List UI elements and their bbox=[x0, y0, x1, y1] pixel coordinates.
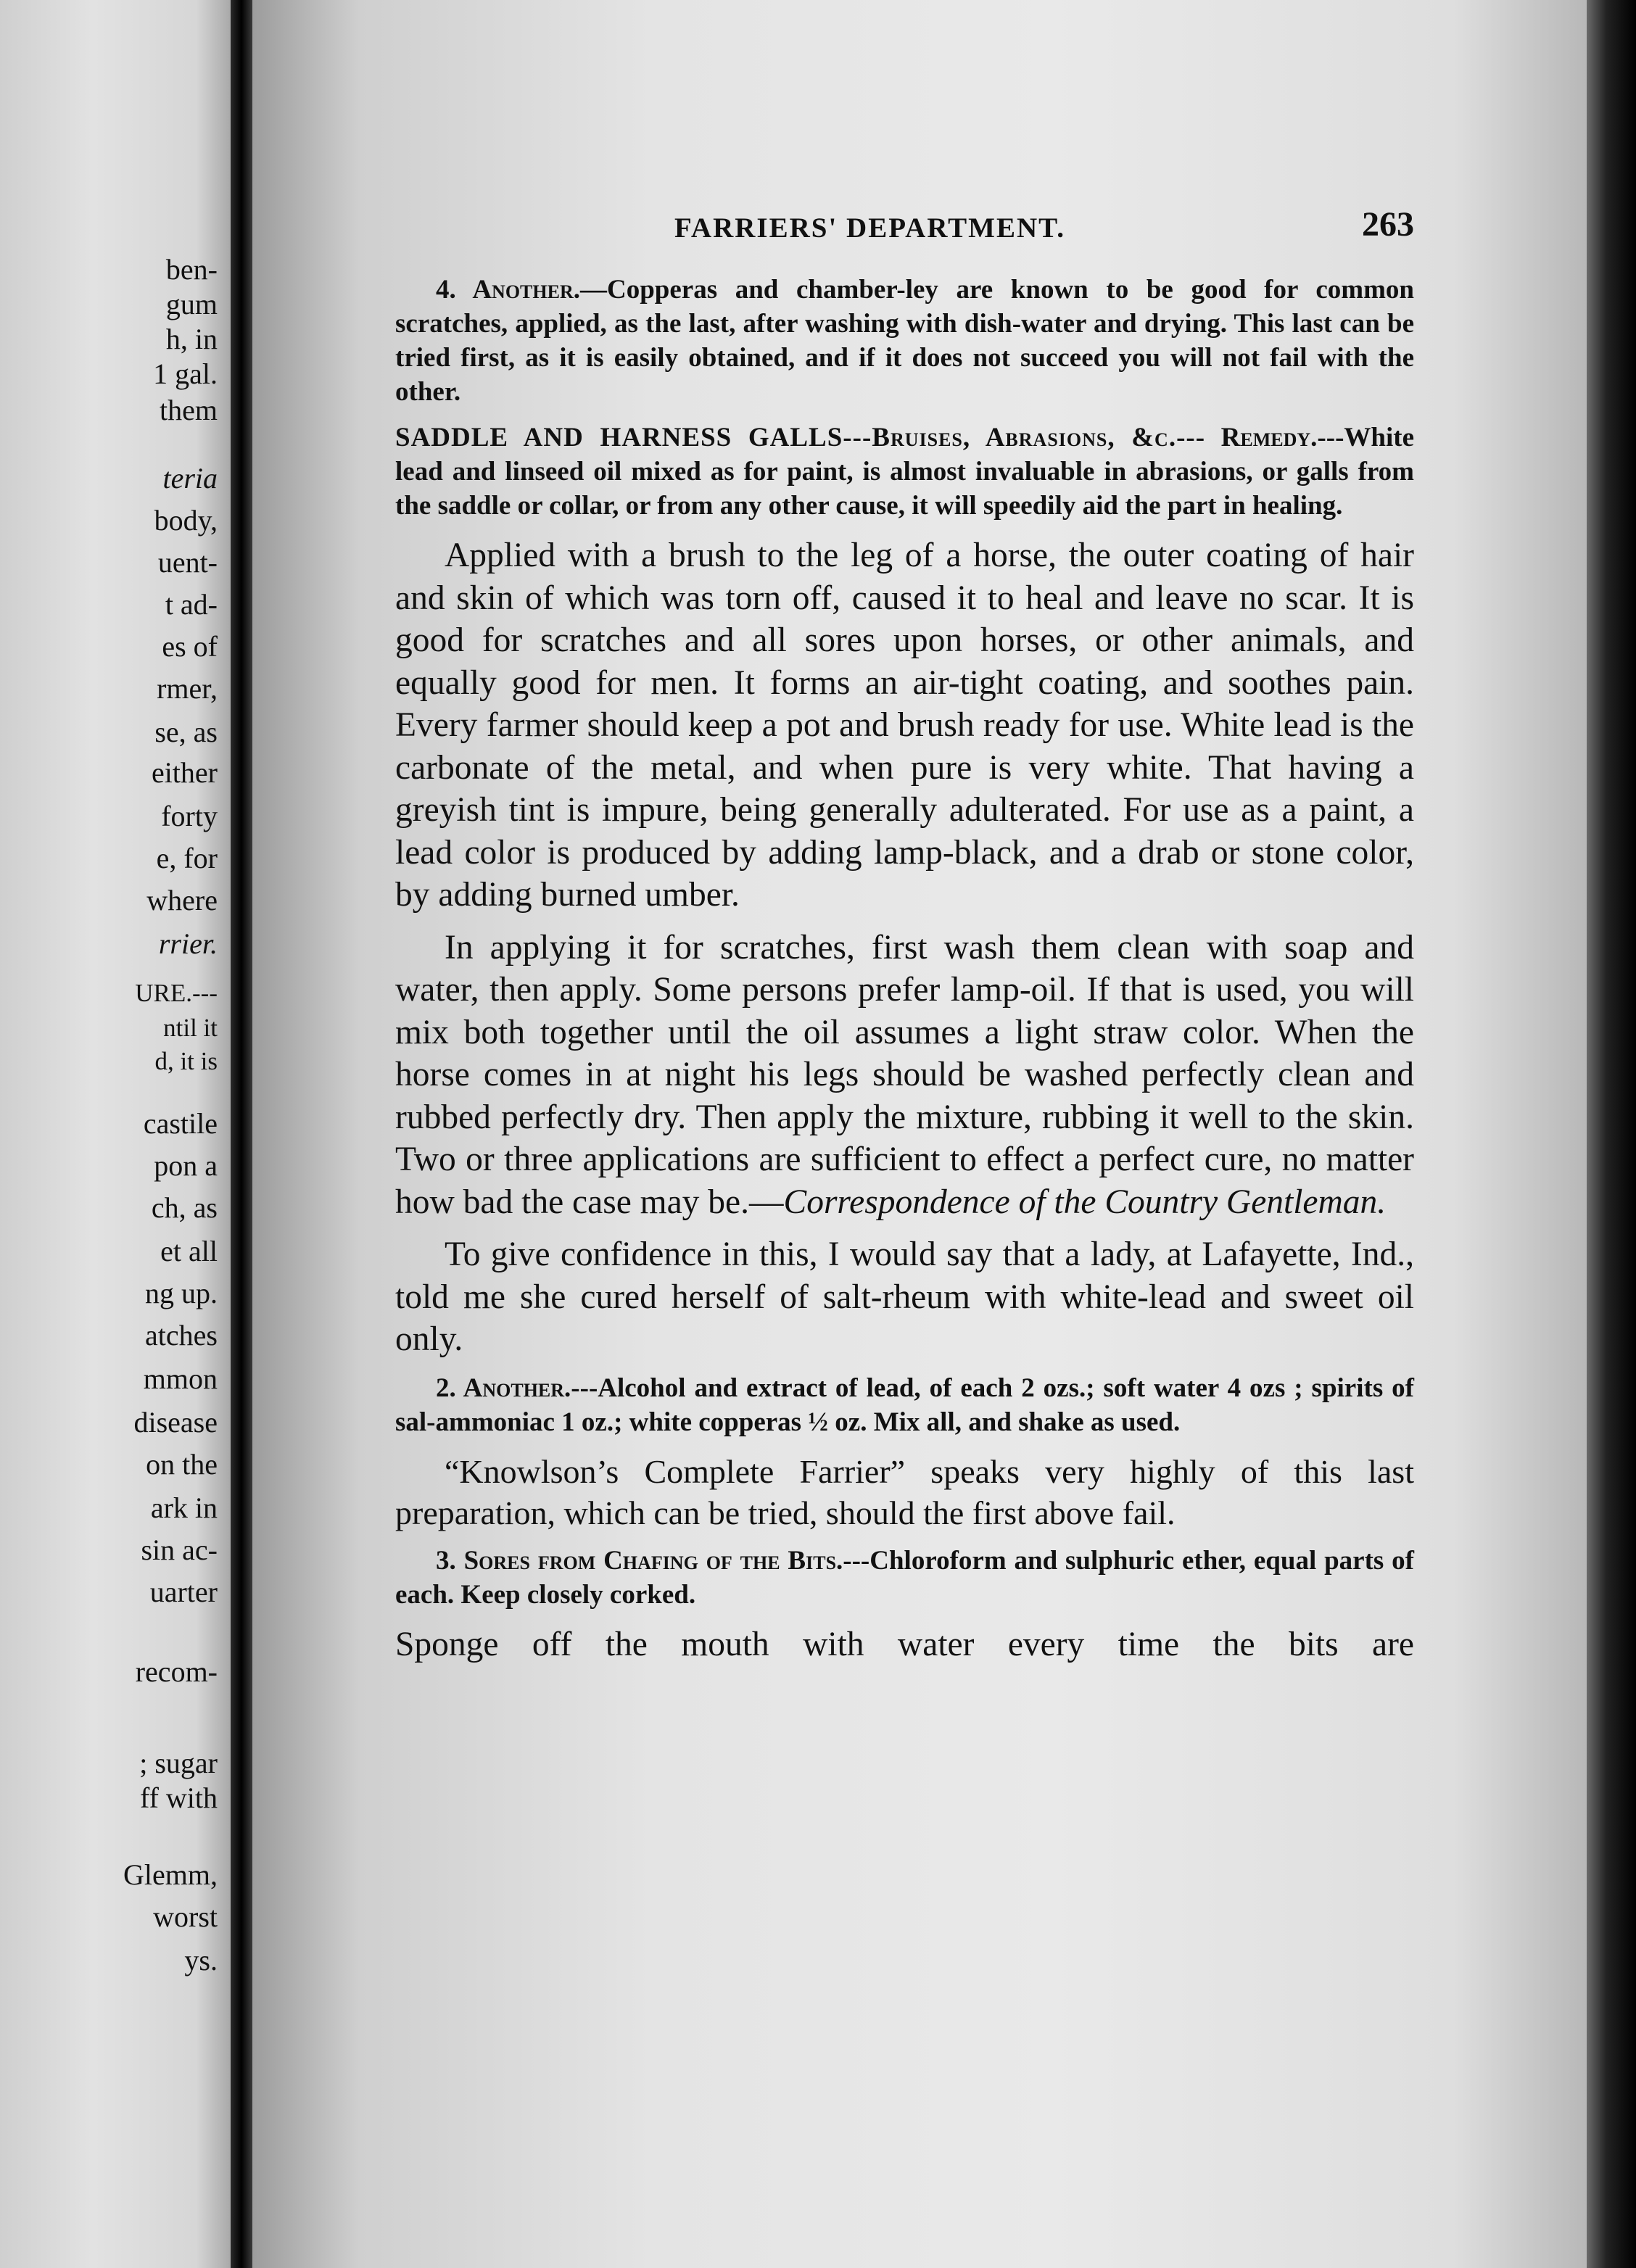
recipe-label: 4. Another. bbox=[436, 275, 580, 305]
page-edge-shadow bbox=[1587, 0, 1636, 2268]
left-page-fragment: disease bbox=[133, 1406, 218, 1439]
left-page-fragment: se, as bbox=[154, 716, 218, 748]
left-page-fragment: e, for bbox=[156, 842, 218, 874]
previous-page-edge bbox=[0, 0, 231, 2268]
left-page-fragment: ff with bbox=[139, 1781, 218, 1814]
recipe-label: 2. Another. bbox=[436, 1373, 571, 1403]
left-page-fragment: h, in bbox=[165, 323, 218, 355]
left-page-fragment: body, bbox=[154, 504, 218, 537]
left-page-fragment: where bbox=[146, 884, 218, 916]
left-page-fragment: ys. bbox=[184, 1944, 218, 1977]
page-header bbox=[395, 204, 1414, 255]
recipe-text: —Copperas and chamber-ley are known to be good for common scratches, applied, as the last, after washing with dish-water and drying. This last can be tried first, as it is easily obtained, and if it does not succeed you will not fail with the other. bbox=[395, 275, 1414, 407]
left-page-fragment: pon a bbox=[154, 1149, 218, 1182]
recipe-label: 3. Sores from Chafing of the Bits. bbox=[436, 1545, 843, 1576]
page-number: 263 bbox=[1362, 205, 1414, 244]
left-page-fragment: forty bbox=[161, 800, 218, 832]
left-page-fragment: teria bbox=[162, 462, 218, 494]
left-page-fragment: them bbox=[160, 394, 218, 426]
left-page-fragment: mmon bbox=[143, 1362, 218, 1395]
left-page-fragment: gum bbox=[165, 288, 218, 320]
section-heading: SADDLE AND HARNESS GALLS bbox=[395, 423, 843, 452]
body-paragraph-knowlson: “Knowlson’s Complete Farrier” speaks very highly of this last preparation, which can be tried, should the first above fail. bbox=[395, 1452, 1414, 1531]
left-page-fragment: Glemm, bbox=[123, 1858, 218, 1891]
body-paragraph-confidence: To give confidence in this, I would say that a lady, at Lafayette, Ind., told me she cured herself of salt-rheum with white-lead and sweet oil only. bbox=[395, 1236, 1414, 1358]
left-page-fragment: t ad- bbox=[165, 588, 218, 621]
section-subheading: ---Bruises, Abrasions, &c.--- bbox=[843, 423, 1206, 452]
left-page-fragment: castile bbox=[143, 1107, 218, 1140]
remedy-label: Remedy. bbox=[1220, 423, 1318, 452]
left-page-fragment: worst bbox=[153, 1900, 218, 1933]
left-page-fragment: uent- bbox=[157, 546, 218, 579]
body-paragraph-white-lead: Applied with a brush to the leg of a horse, the outer coating of hair and skin of which was torn off, caused it to heal and leave no scar. It is good for scratches and all sores upon horses, or other animals, and equally good for men. It forms an air-tight coating, and soothes pain. Every farmer should keep a pot and brush ready for use. White lead is the carbonate of the metal, and when pure is very white. That having a greyish tint is impure, being generally adulterated. For use as a paint, a lead color is produced by adding lamp-black, and a drab or stone color, by adding burned umber. bbox=[395, 537, 1414, 914]
recipe-text: ---Chloroform and sulphuric ether, equal parts of each. Keep closely corked. bbox=[395, 1545, 1414, 1610]
section-saddle-harness-galls bbox=[395, 421, 1414, 523]
book-gutter bbox=[231, 0, 252, 2268]
body-paragraph-applying bbox=[395, 927, 1414, 1224]
running-title: FARRIERS' DEPARTMENT. bbox=[674, 212, 1065, 244]
left-page-fragment: ; sugar bbox=[139, 1747, 218, 1779]
left-page-fragment: rmer, bbox=[157, 672, 218, 705]
paragraph-text: In applying it for scratches, first wash them clean with soap and water, then apply. Some persons prefer lamp-oil. If that is used, you will mix both together until the oil assumes a light straw color. When the horse comes in at night his legs should be washed perfectly clean and rubbed perfectly dry. Then apply the mixture, rubbing it well to the skin. Two or three applications are sufficient to effect a perfect cure, no matter how bad the case may be.— bbox=[395, 928, 1414, 1221]
left-page-fragment: ark in bbox=[150, 1491, 218, 1524]
remedy-text: ---White lead and linseed oil mixed as for paint, is almost invaluable in abrasions, or galls from the saddle or collar, or from any other cause, it will speedily aid the part in healing. bbox=[395, 423, 1414, 521]
citation: Correspondence of the Country Gentleman. bbox=[783, 1183, 1387, 1221]
left-page-fragment: ch, as bbox=[151, 1191, 218, 1224]
recipe-text: ---Alcohol and extract of lead, of each 2 ozs.; soft water 4 ozs ; spirits of sal-ammoniac 1 oz.; white copperas ½ oz. Mix all, and shake as used. bbox=[395, 1373, 1414, 1437]
left-page-fragment: atches bbox=[145, 1319, 218, 1352]
left-page-fragment: rrier. bbox=[158, 927, 218, 960]
body-paragraph-sponge: Sponge off the mouth with water every time the bits are bbox=[395, 1625, 1414, 1663]
page-content bbox=[395, 204, 1414, 1676]
left-page-fragment: either bbox=[151, 756, 218, 789]
recipe-another-4 bbox=[395, 273, 1414, 409]
recipe-sores-from-chafing bbox=[395, 1544, 1414, 1612]
left-page-fragment: uarter bbox=[149, 1576, 218, 1608]
left-page-fragment: ben- bbox=[165, 253, 218, 286]
left-page-fragment: 1 gal. bbox=[153, 357, 218, 390]
left-page-fragment: et all bbox=[160, 1235, 218, 1267]
left-page-fragment: es of bbox=[162, 630, 218, 663]
left-page-fragment: ng up. bbox=[145, 1277, 218, 1309]
left-page-fragment: d, it is bbox=[154, 1047, 218, 1075]
left-page-fragment: on the bbox=[146, 1448, 218, 1481]
left-page-fragment: ntil it bbox=[163, 1014, 218, 1042]
left-page-fragment: URE.--- bbox=[135, 979, 218, 1007]
left-page-fragment: recom- bbox=[135, 1655, 218, 1688]
recipe-another-2 bbox=[395, 1371, 1414, 1439]
left-page-fragment: sin ac- bbox=[141, 1534, 218, 1566]
